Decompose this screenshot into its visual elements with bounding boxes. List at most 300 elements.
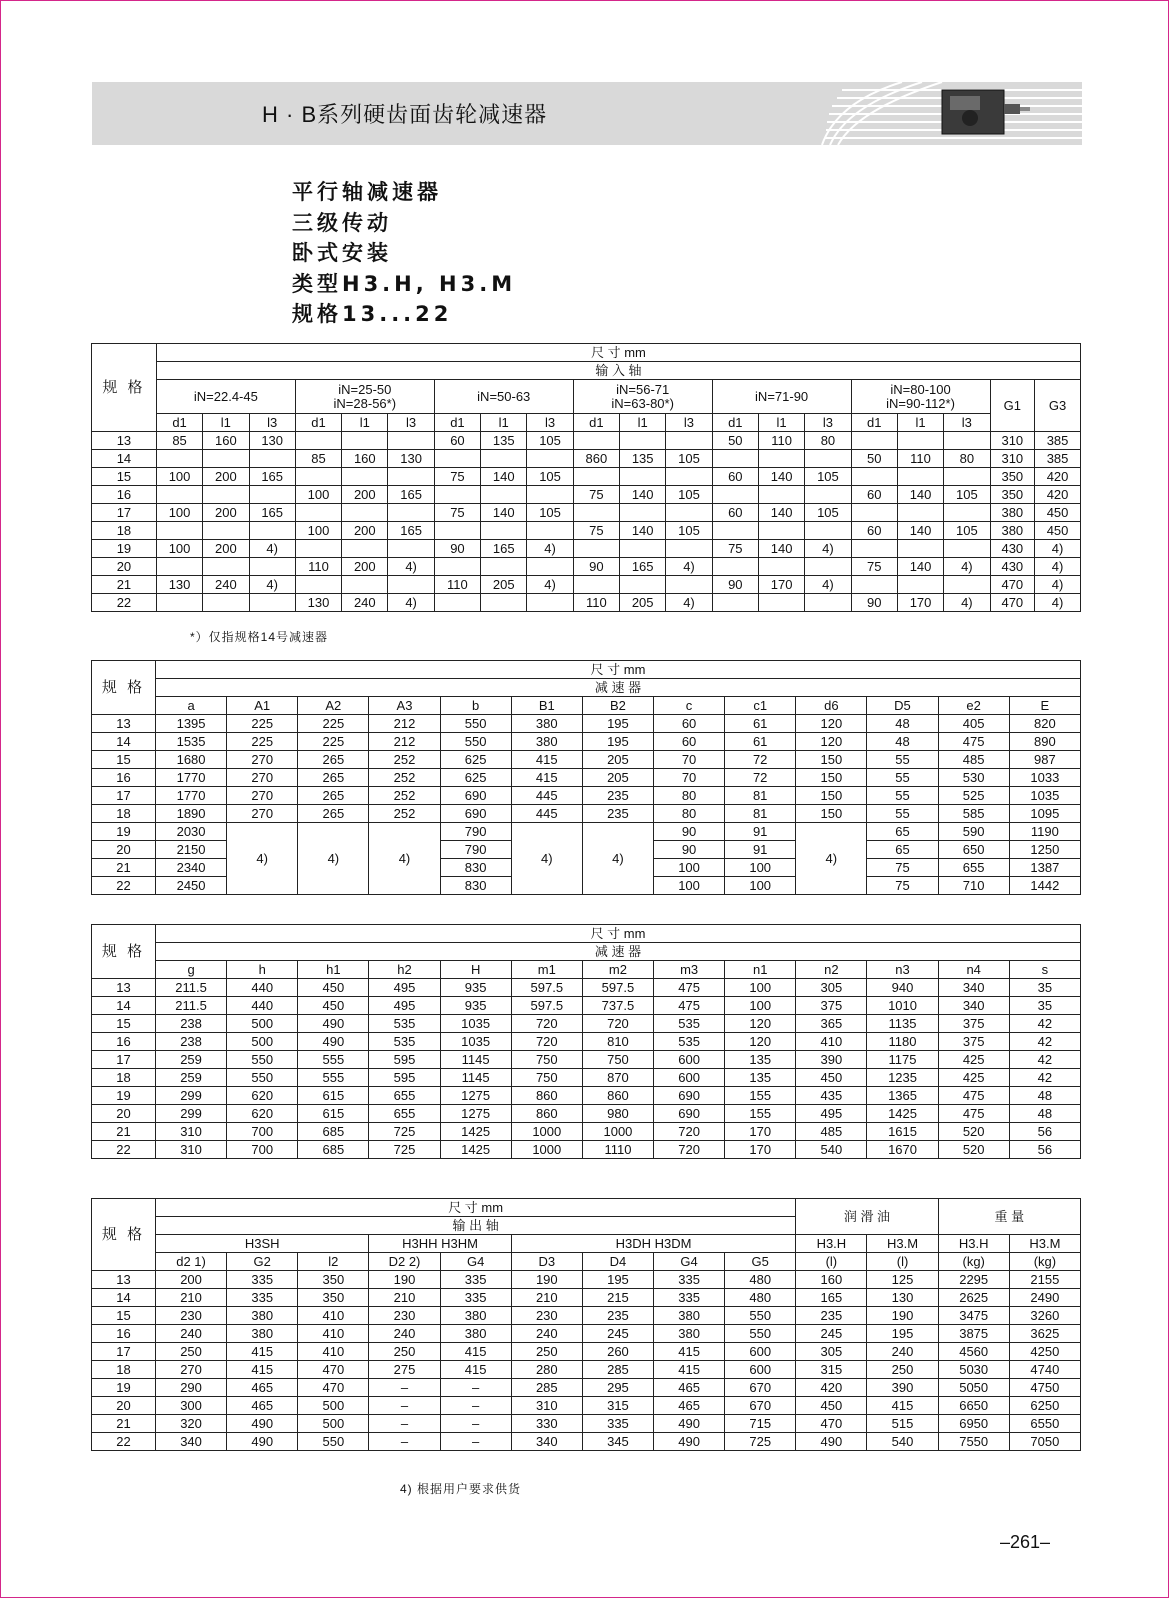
value-cell: 550 — [440, 733, 511, 751]
column-header: l2 — [298, 1253, 369, 1271]
subheader-d1: d1 — [434, 414, 480, 432]
value-cell: 550 — [725, 1325, 796, 1343]
spec-cell: 17 — [92, 787, 156, 805]
value-cell: 1670 — [867, 1141, 938, 1159]
value-cell: 200 — [342, 486, 388, 504]
table-row — [92, 1307, 1081, 1325]
value-cell — [156, 522, 202, 540]
value-cell: 380 — [990, 504, 1035, 522]
value-cell — [481, 558, 527, 576]
value-cell: 425 — [938, 1069, 1009, 1087]
value-cell: 1535 — [155, 733, 226, 751]
value-cell: 690 — [654, 1105, 725, 1123]
dims-label: 尺 寸 mm — [156, 344, 1080, 362]
spec-cell: 22 — [92, 594, 157, 612]
value-cell: 655 — [369, 1087, 440, 1105]
column-header: c1 — [725, 697, 796, 715]
value-cell: 450 — [796, 1069, 867, 1087]
spec-label: 规 格 — [92, 344, 157, 432]
value-cell: 42 — [1009, 1033, 1080, 1051]
value-cell: 3875 — [938, 1325, 1009, 1343]
column-header: B2 — [582, 697, 653, 715]
column-header: B1 — [511, 697, 582, 715]
value-cell: 490 — [227, 1415, 298, 1433]
weight-h3h: H3.H — [938, 1235, 1009, 1253]
value-cell: 259 — [155, 1051, 226, 1069]
value-cell: 310 — [990, 450, 1035, 468]
value-cell: 470 — [298, 1361, 369, 1379]
value-cell — [203, 486, 249, 504]
spec-cell: 20 — [92, 1105, 156, 1123]
value-cell: 60 — [851, 486, 897, 504]
supply-on-request-cell: 4) — [796, 823, 867, 895]
value-cell: 445 — [511, 787, 582, 805]
value-cell: 240 — [511, 1325, 582, 1343]
value-cell: 870 — [582, 1069, 653, 1087]
value-cell: 380 — [227, 1325, 298, 1343]
value-cell: 1770 — [155, 769, 226, 787]
subtitle-4: 类型H3.H, H3.M — [292, 271, 517, 296]
spec-cell: 16 — [92, 1033, 156, 1051]
value-cell: 655 — [938, 859, 1009, 877]
value-cell: 410 — [298, 1307, 369, 1325]
value-cell — [666, 504, 712, 522]
subtitle-5: 规格13...22 — [292, 302, 453, 326]
value-cell: 375 — [938, 1033, 1009, 1051]
spec-cell: 19 — [92, 1087, 156, 1105]
value-cell: 495 — [796, 1105, 867, 1123]
value-cell — [203, 558, 249, 576]
value-cell — [620, 432, 666, 450]
column-header: d6 — [796, 697, 867, 715]
column-header: (l) — [796, 1253, 867, 1271]
value-cell: 335 — [654, 1271, 725, 1289]
value-cell: 890 — [1009, 733, 1080, 751]
input-shaft-table — [91, 343, 1081, 612]
table-row — [92, 450, 1081, 468]
value-cell: 465 — [227, 1379, 298, 1397]
value-cell: 165 — [388, 522, 434, 540]
value-cell: 240 — [203, 576, 249, 594]
value-cell — [712, 522, 758, 540]
value-cell: 270 — [227, 787, 298, 805]
value-cell: 1275 — [440, 1105, 511, 1123]
weight-label: 重 量 — [938, 1199, 1080, 1235]
value-cell: 415 — [654, 1343, 725, 1361]
column-header: a — [155, 697, 226, 715]
column-header: e2 — [938, 697, 1009, 715]
value-cell: 72 — [725, 751, 796, 769]
value-cell: 415 — [654, 1361, 725, 1379]
value-cell — [342, 468, 388, 486]
value-cell: 42 — [1009, 1051, 1080, 1069]
value-cell: 425 — [938, 1051, 1009, 1069]
spec-cell: 20 — [92, 841, 156, 859]
table-row — [92, 769, 1081, 787]
value-cell: 91 — [725, 841, 796, 859]
value-cell: 50 — [712, 432, 758, 450]
value-cell — [249, 558, 295, 576]
value-cell: 135 — [725, 1069, 796, 1087]
subtitle-2: 三级传动 — [292, 210, 392, 235]
subheader-l3: l3 — [388, 414, 434, 432]
value-cell: 670 — [725, 1379, 796, 1397]
value-cell: 105 — [805, 504, 851, 522]
value-cell: 1135 — [867, 1015, 938, 1033]
value-cell: 265 — [298, 805, 369, 823]
supply-on-request-cell: 4) — [511, 823, 582, 895]
output-shaft-table — [91, 1198, 1081, 1451]
g1-header: G1 — [990, 380, 1035, 432]
value-cell: 275 — [369, 1361, 440, 1379]
value-cell: 195 — [582, 715, 653, 733]
value-cell: – — [440, 1379, 511, 1397]
value-cell: 415 — [440, 1361, 511, 1379]
value-cell: 70 — [653, 769, 724, 787]
value-cell — [481, 594, 527, 612]
spec-cell: 19 — [92, 1379, 156, 1397]
value-cell: 380 — [990, 522, 1035, 540]
value-cell: 540 — [867, 1433, 938, 1451]
value-cell: 100 — [653, 859, 724, 877]
value-cell: 265 — [298, 769, 369, 787]
subheader-l1: l1 — [758, 414, 804, 432]
value-cell: 100 — [725, 997, 796, 1015]
value-cell: 1425 — [867, 1105, 938, 1123]
table-row — [92, 558, 1081, 576]
value-cell: 385 — [1035, 450, 1081, 468]
subheader-l1: l1 — [203, 414, 249, 432]
value-cell: 495 — [369, 997, 440, 1015]
value-cell — [666, 540, 712, 558]
value-cell: 4560 — [938, 1343, 1009, 1361]
value-cell: 4) — [805, 576, 851, 594]
value-cell: 500 — [298, 1397, 369, 1415]
value-cell: 105 — [666, 450, 712, 468]
column-header: m2 — [582, 961, 653, 979]
value-cell: 485 — [796, 1123, 867, 1141]
value-cell — [434, 486, 480, 504]
value-cell: 4) — [1035, 576, 1081, 594]
value-cell: 165 — [249, 504, 295, 522]
value-cell: 415 — [511, 769, 582, 787]
value-cell: 465 — [227, 1397, 298, 1415]
value-cell: 7050 — [1009, 1433, 1080, 1451]
value-cell: 555 — [298, 1069, 369, 1087]
value-cell — [388, 576, 434, 594]
value-cell: 335 — [227, 1289, 298, 1307]
value-cell: 615 — [298, 1105, 369, 1123]
value-cell: 265 — [298, 751, 369, 769]
value-cell: 100 — [725, 877, 796, 895]
value-cell: 270 — [227, 769, 298, 787]
value-cell: 230 — [155, 1307, 226, 1325]
value-cell: 205 — [620, 594, 666, 612]
value-cell: 375 — [938, 1015, 1009, 1033]
value-cell: 720 — [654, 1123, 725, 1141]
value-cell: 250 — [369, 1343, 440, 1361]
value-cell: 5050 — [938, 1379, 1009, 1397]
value-cell: 61 — [725, 715, 796, 733]
value-cell: 135 — [620, 450, 666, 468]
value-cell: 310 — [990, 432, 1035, 450]
value-cell: 260 — [582, 1343, 653, 1361]
value-cell: 1035 — [1009, 787, 1080, 805]
value-cell: 160 — [796, 1271, 867, 1289]
value-cell: 310 — [511, 1397, 582, 1415]
value-cell: 56 — [1009, 1141, 1080, 1159]
value-cell: 195 — [582, 733, 653, 751]
value-cell — [434, 594, 480, 612]
value-cell: 4) — [1035, 540, 1081, 558]
value-cell: 105 — [527, 504, 573, 522]
value-cell: 310 — [155, 1141, 226, 1159]
column-header: D2 2) — [369, 1253, 440, 1271]
value-cell: 335 — [227, 1271, 298, 1289]
column-header: n4 — [938, 961, 1009, 979]
value-cell: 80 — [944, 450, 990, 468]
value-cell — [573, 468, 619, 486]
spec-cell: 16 — [92, 1325, 156, 1343]
subheader-d1: d1 — [851, 414, 897, 432]
value-cell: 690 — [440, 805, 511, 823]
value-cell: 150 — [796, 751, 867, 769]
value-cell: 550 — [227, 1051, 298, 1069]
value-cell: 935 — [440, 997, 511, 1015]
ratio-group-6: iN=80-100 iN=90-112*) — [851, 380, 990, 414]
value-cell: 250 — [867, 1361, 938, 1379]
value-cell: 60 — [712, 504, 758, 522]
column-header: m1 — [511, 961, 582, 979]
reducer-label: 减 速 器 — [155, 943, 1080, 961]
spec-cell: 13 — [92, 715, 156, 733]
value-cell: 720 — [654, 1141, 725, 1159]
supply-on-request-cell: 4) — [227, 823, 298, 895]
value-cell: 90 — [712, 576, 758, 594]
value-cell: 530 — [938, 769, 1009, 787]
value-cell: 790 — [440, 841, 511, 859]
value-cell: 80 — [653, 787, 724, 805]
table-row — [92, 1361, 1081, 1379]
value-cell — [758, 594, 804, 612]
value-cell: 4) — [527, 576, 573, 594]
value-cell: 245 — [796, 1325, 867, 1343]
value-cell: 860 — [582, 1087, 653, 1105]
value-cell: 860 — [511, 1105, 582, 1123]
value-cell: 2150 — [155, 841, 226, 859]
column-header: b — [440, 697, 511, 715]
value-cell: 340 — [155, 1433, 226, 1451]
value-cell: 720 — [582, 1015, 653, 1033]
value-cell: 525 — [938, 787, 1009, 805]
value-cell: 470 — [990, 594, 1035, 612]
value-cell: 2490 — [1009, 1289, 1080, 1307]
value-cell: 155 — [725, 1087, 796, 1105]
spec-cell: 21 — [92, 576, 157, 594]
value-cell: 365 — [796, 1015, 867, 1033]
value-cell: 225 — [227, 715, 298, 733]
spec-cell: 19 — [92, 540, 157, 558]
column-header: A3 — [369, 697, 440, 715]
value-cell — [897, 540, 943, 558]
value-cell: 240 — [867, 1343, 938, 1361]
subheader-l3: l3 — [944, 414, 990, 432]
value-cell: 105 — [527, 468, 573, 486]
value-cell: 940 — [867, 979, 938, 997]
value-cell — [156, 594, 202, 612]
column-header: G2 — [227, 1253, 298, 1271]
table-row — [92, 805, 1081, 823]
ratio-group-5: iN=71-90 — [712, 380, 851, 414]
value-cell: 105 — [805, 468, 851, 486]
column-header: n1 — [725, 961, 796, 979]
value-cell: 470 — [990, 576, 1035, 594]
value-cell: 2450 — [155, 877, 226, 895]
value-cell: 60 — [712, 468, 758, 486]
value-cell — [434, 450, 480, 468]
value-cell: 830 — [440, 877, 511, 895]
value-cell: 290 — [155, 1379, 226, 1397]
value-cell: 345 — [582, 1433, 653, 1451]
value-cell: 48 — [1009, 1105, 1080, 1123]
value-cell: 110 — [295, 558, 341, 576]
value-cell: 620 — [227, 1087, 298, 1105]
value-cell: 430 — [990, 558, 1035, 576]
value-cell: 60 — [653, 733, 724, 751]
value-cell: 415 — [440, 1343, 511, 1361]
value-cell: 150 — [796, 769, 867, 787]
table-row — [92, 1343, 1081, 1361]
value-cell: 75 — [712, 540, 758, 558]
value-cell: 235 — [582, 787, 653, 805]
value-cell — [388, 540, 434, 558]
table-row — [92, 1033, 1081, 1051]
value-cell: 60 — [434, 432, 480, 450]
value-cell: 405 — [938, 715, 1009, 733]
value-cell: 2625 — [938, 1289, 1009, 1307]
value-cell: 6250 — [1009, 1397, 1080, 1415]
value-cell: 650 — [938, 841, 1009, 859]
spec-cell: 16 — [92, 769, 156, 787]
subtitle-3: 卧式安装 — [292, 241, 392, 265]
value-cell: 6650 — [938, 1397, 1009, 1415]
value-cell: 750 — [582, 1051, 653, 1069]
value-cell: 6550 — [1009, 1415, 1080, 1433]
table-row — [92, 1087, 1081, 1105]
value-cell — [481, 450, 527, 468]
value-cell: 195 — [582, 1271, 653, 1289]
value-cell: 205 — [582, 769, 653, 787]
value-cell: 65 — [867, 823, 938, 841]
value-cell: 385 — [1035, 432, 1081, 450]
table-row — [92, 733, 1081, 751]
value-cell: 270 — [227, 805, 298, 823]
spec-cell: 22 — [92, 1141, 156, 1159]
g3-header: G3 — [1035, 380, 1081, 432]
value-cell: 50 — [851, 450, 897, 468]
spec-cell: 13 — [92, 432, 157, 450]
value-cell: 465 — [654, 1397, 725, 1415]
value-cell: 155 — [725, 1105, 796, 1123]
value-cell: 105 — [527, 432, 573, 450]
value-cell: 380 — [511, 733, 582, 751]
value-cell — [434, 558, 480, 576]
value-cell: 295 — [582, 1379, 653, 1397]
value-cell: 860 — [511, 1087, 582, 1105]
value-cell — [573, 576, 619, 594]
value-cell — [897, 468, 943, 486]
value-cell — [851, 576, 897, 594]
value-cell: 595 — [369, 1069, 440, 1087]
value-cell: 600 — [725, 1343, 796, 1361]
value-cell: 690 — [654, 1087, 725, 1105]
value-cell: – — [440, 1415, 511, 1433]
value-cell: 299 — [155, 1105, 226, 1123]
value-cell: 750 — [511, 1051, 582, 1069]
value-cell: 4) — [388, 594, 434, 612]
value-cell: 520 — [938, 1123, 1009, 1141]
value-cell — [295, 540, 341, 558]
value-cell — [434, 522, 480, 540]
value-cell: 475 — [654, 979, 725, 997]
subtitle-1: 平行轴减速器 — [292, 180, 442, 204]
value-cell: 350 — [298, 1271, 369, 1289]
value-cell: 85 — [156, 432, 202, 450]
value-cell: 55 — [867, 787, 938, 805]
table-row — [92, 751, 1081, 769]
value-cell: 2340 — [155, 859, 226, 877]
value-cell: 490 — [298, 1033, 369, 1051]
value-cell: 200 — [203, 468, 249, 486]
value-cell: – — [369, 1433, 440, 1451]
value-cell: 150 — [796, 805, 867, 823]
value-cell: 480 — [725, 1271, 796, 1289]
value-cell — [249, 594, 295, 612]
weight-h3m: H3.M — [1009, 1235, 1080, 1253]
value-cell: 4250 — [1009, 1343, 1080, 1361]
value-cell — [342, 576, 388, 594]
value-cell — [944, 468, 990, 486]
value-cell: 1000 — [582, 1123, 653, 1141]
value-cell: 140 — [481, 504, 527, 522]
value-cell — [203, 522, 249, 540]
type-h3hh: H3HH H3HM — [369, 1235, 511, 1253]
table-row — [92, 1141, 1081, 1159]
column-header: (kg) — [938, 1253, 1009, 1271]
value-cell: 238 — [155, 1015, 226, 1033]
value-cell: 200 — [342, 522, 388, 540]
subheader-l1: l1 — [620, 414, 666, 432]
value-cell: 75 — [434, 504, 480, 522]
ratio-group-1: iN=22.4-45 — [156, 380, 295, 414]
value-cell: 100 — [156, 540, 202, 558]
value-cell: 3260 — [1009, 1307, 1080, 1325]
value-cell: 91 — [725, 823, 796, 841]
ratio-group-3: iN=50-63 — [434, 380, 573, 414]
value-cell: 195 — [867, 1325, 938, 1343]
value-cell: 390 — [796, 1051, 867, 1069]
table-row — [92, 1325, 1081, 1343]
value-cell — [805, 450, 851, 468]
value-cell: 1425 — [440, 1141, 511, 1159]
value-cell: 100 — [295, 522, 341, 540]
value-cell: 80 — [653, 805, 724, 823]
spec-cell: 18 — [92, 1361, 156, 1379]
value-cell: 1000 — [511, 1123, 582, 1141]
value-cell — [527, 450, 573, 468]
value-cell — [620, 540, 666, 558]
value-cell: 212 — [369, 733, 440, 751]
